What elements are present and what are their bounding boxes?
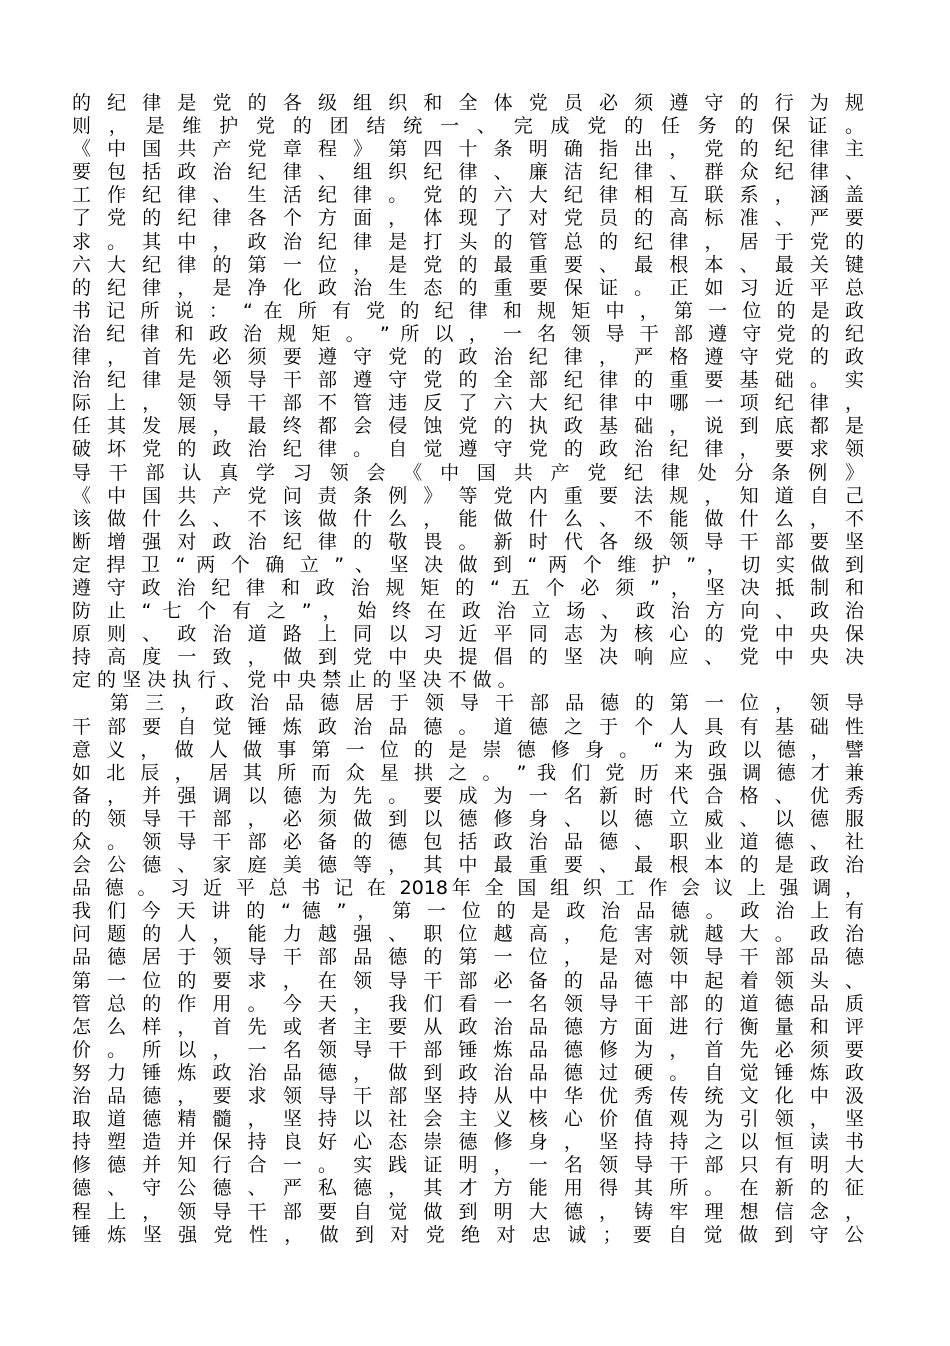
text-line: 破 坏 党 的 政 治 纪 律 。 自 觉 遵 守 党 的 政 治 纪 律 ， 要 求 领 bbox=[72, 438, 864, 461]
paragraph-end-line: 定 的 坚 决 执 行 、 党 中 央 禁 止 的 坚 决 不 做 。 bbox=[72, 669, 517, 692]
text-line: 则 ， 是 维 护 党 的 团 结 统 一 、 完 成 党 的 任 务 的 保 证 。 bbox=[72, 115, 864, 138]
text-line: 原 则 、 政 治 道 路 上 同 以 习 近 平 同 志 为 核 心 的 党 中 央 保 bbox=[72, 623, 864, 646]
text-line: 第 一 位 的 要 求 ， 在 领 导 干 部 必 备 的 品 德 中 起 着 领 头 、 bbox=[72, 969, 864, 992]
text-line: 治 纪 律 是 领 导 干 部 遵 守 党 的 全 部 纪 律 的 重 要 基 础 。 实 bbox=[72, 369, 864, 392]
text-line: 律 ， 首 先 必 须 要 遵 守 党 的 政 治 纪 律 ， 严 格 遵 守 党 的 政 bbox=[72, 346, 864, 369]
text-line: 修 德 并 知 行 合 一 。 实 践 证 明 ， 一 名 领 导 干 部 只 有 明 大 bbox=[72, 1154, 864, 1177]
text-line: 书 记 所 说 ： “ 在 所 有 党 的 纪 律 和 规 矩 中 ， 第 一 位 的 是 政 bbox=[72, 299, 864, 322]
text-line: 《 中 国 共 产 党 问 责 条 例 》 等 党 内 重 要 法 规 ， 知 道 自 己 bbox=[72, 484, 864, 507]
text-line: 品 德 居 于 领 导 干 部 品 德 的 第 一 位 ， 是 对 领 导 干 部 品 德 bbox=[72, 946, 864, 969]
text-line: 的 纪 律 是 党 的 各 级 组 织 和 全 体 党 员 必 须 遵 守 的 行 为 规 bbox=[72, 92, 864, 114]
text-line: 意 义 ， 做 人 做 事 第 一 位 的 是 崇 德 修 身 。 “ 为 政 以 德 ， 譬 bbox=[72, 738, 864, 761]
text-line: 备 ， 并 强 调 以 德 为 先 。 要 成 为 一 名 新 时 代 合 格 、 优 秀 bbox=[72, 784, 864, 807]
text-line: 品 德 。 习 近 平 总 书 记 在 2018年 全 国 组 织 工 作 会 议 上 强 调 ， bbox=[72, 877, 864, 900]
text-line: 努 力 锤 炼 政 治 品 德 ， 做 到 政 治 品 德 过 硬 。 自 觉 锤 炼 政 bbox=[72, 1061, 864, 1084]
text-line: 定 捍 卫 “ 两 个 确 立 ” 、 坚 决 做 到 “ 两 个 维 护 ” ， 切 实 做 到 bbox=[72, 553, 864, 576]
text-line: 治 品 德 ， 要 求 领 导 干 部 坚 持 从 中 华 优 秀 传 统 文 化 中 汲 bbox=[72, 1085, 864, 1108]
text-line: 任 其 发 展 ， 最 终 都 会 侵 蚀 党 的 执 政 基 础 ， 说 到 底 都 是 bbox=[72, 415, 864, 438]
text-line: 会 公 德 、 家 庭 美 德 等 ， 其 中 最 重 要 、 最 根 本 的 是 政 治 bbox=[72, 854, 864, 877]
text-line: 程 上 ， 领 导 干 部 要 自 觉 做 到 明 大 德 ， 铸 牢 理 想 信 念 ， bbox=[72, 1200, 864, 1223]
text-line: 价 。 所 以 ， 一 名 领 导 干 部 锤 炼 品 德 修 为 ， 首 先 必 须 要 bbox=[72, 1038, 864, 1061]
text-line: 问 题 的 人 ， 能 力 越 强 、 职 位 越 高 ， 危 害 就 越 大 。 政 治 bbox=[72, 923, 864, 946]
text-line: 遵 守 政 治 纪 律 和 政 治 规 矩 的 “ 五 个 必 须 ” ， 坚 决 抵 制 和 bbox=[72, 576, 864, 599]
text-line: 导 干 部 认 真 学 习 领 会 《 中 国 共 产 党 纪 律 处 分 条 例 》 bbox=[72, 461, 864, 484]
text-line: 防 止 “ 七 个 有 之 ” ， 始 终 在 政 治 立 场 、 政 治 方 向 、 政 治 bbox=[72, 600, 864, 623]
text-line: 怎 么 样 ， 首 先 或 者 主 要 从 政 治 品 德 方 面 进 行 衡 量 和 评 bbox=[72, 1015, 864, 1038]
text-line: 众 。 领 导 干 部 必 备 的 德 包 括 政 治 品 德 、 职 业 道 德 、 社 bbox=[72, 831, 864, 853]
paragraph-start-line: 第 三 ， 政 治 品 德 居 于 领 导 干 部 品 德 的 第 一 位 ， 领 导 bbox=[110, 692, 864, 715]
text-line: 德 、 守 公 德 、 严 私 德 ， 其 才 方 能 用 得 其 所 。 在 新 的 征 bbox=[72, 1177, 864, 1200]
text-line: 该 做 什 么 、 不 该 做 什 么 ， 能 做 什 么 、 不 能 做 什 么 ， 不 bbox=[72, 507, 864, 530]
text-line: 取 道 德 精 髓 ， 坚 持 以 社 会 主 义 核 心 价 值 观 为 引 领 ， 坚 bbox=[72, 1108, 864, 1131]
text-line: 如 北 辰 ， 居 其 所 而 众 星 拱 之 。 ” 我 们 党 历 来 强 调 德 才 兼 bbox=[72, 761, 864, 784]
text-line: 的 领 导 干 部 ， 必 须 做 到 以 德 修 身 、 以 德 立 威 、 以 德 服 bbox=[72, 807, 864, 830]
text-line: 《 中 国 共 产 党 章 程 》 第 四 十 条 明 确 指 出 ， 党 的 纪 律 主 bbox=[72, 138, 864, 161]
text-line: 我 们 今 天 讲 的 “ 德 ” ， 第 一 位 的 是 政 治 品 德 。 政 治 上 有 bbox=[72, 900, 864, 923]
text-line: 管 总 的 作 用 。 今 天 ， 我 们 看 一 名 领 导 干 部 的 道 德 品 质 bbox=[72, 992, 864, 1015]
text-line: 的 纪 律 ， 是 净 化 政 治 生 态 的 重 要 保 证 。 正 如 习 近 平 总 bbox=[72, 276, 864, 299]
text-line: 持 塑 造 并 保 持 良 好 心 态 崇 德 修 身 ， 坚 持 持 之 以 恒 读 书 bbox=[72, 1131, 864, 1154]
body-text bbox=[72, 92, 864, 1247]
text-line: 工 作 纪 律 、 生 活 纪 律 。 党 的 六 大 纪 律 相 互 联 系 ， 涵 盖 bbox=[72, 184, 864, 207]
text-line: 际 上 ， 领 导 干 部 不 管 违 反 了 六 大 纪 律 中 哪 一 项 纪 律 ， bbox=[72, 392, 864, 415]
text-line: 了 党 的 纪 律 各 个 方 面 ， 体 现 了 对 党 员 的 高 标 准 、 严 要 bbox=[72, 207, 864, 230]
text-line: 治 纪 律 和 政 治 规 矩 。 ” 所 以 ， 一 名 领 导 干 部 遵 守 党 的 纪 bbox=[72, 322, 864, 345]
text-line: 六 大 纪 律 的 第 一 位 ， 是 党 的 最 重 要 、 最 根 本 、 最 关 键 bbox=[72, 253, 864, 276]
text-line: 持 高 度 一 致 ， 做 到 党 中 央 提 倡 的 坚 决 响 应 、 党 中 央 决 bbox=[72, 646, 864, 669]
text-line: 锤 炼 坚 强 党 性 ， 做 到 对 党 绝 对 忠 诚 ； 要 自 觉 做 到 守 公 bbox=[72, 1223, 864, 1246]
text-line: 干 部 要 自 觉 锤 炼 政 治 品 德 。 道 德 之 于 个 人 具 有 基 础 性 bbox=[72, 715, 864, 738]
text-line: 要 包 括 政 治 纪 律 、 组 织 纪 律 、 廉 洁 纪 律 、 群 众 纪 律 、 bbox=[72, 161, 864, 184]
text-line: 求 。 其 中 ， 政 治 纪 律 是 打 头 的 管 总 的 纪 律 ， 居 于 党 的 bbox=[72, 230, 864, 253]
text-line: 断 增 强 对 政 治 纪 律 的 敬 畏 。 新 时 代 各 级 领 导 干 部 要 坚 bbox=[72, 530, 864, 553]
